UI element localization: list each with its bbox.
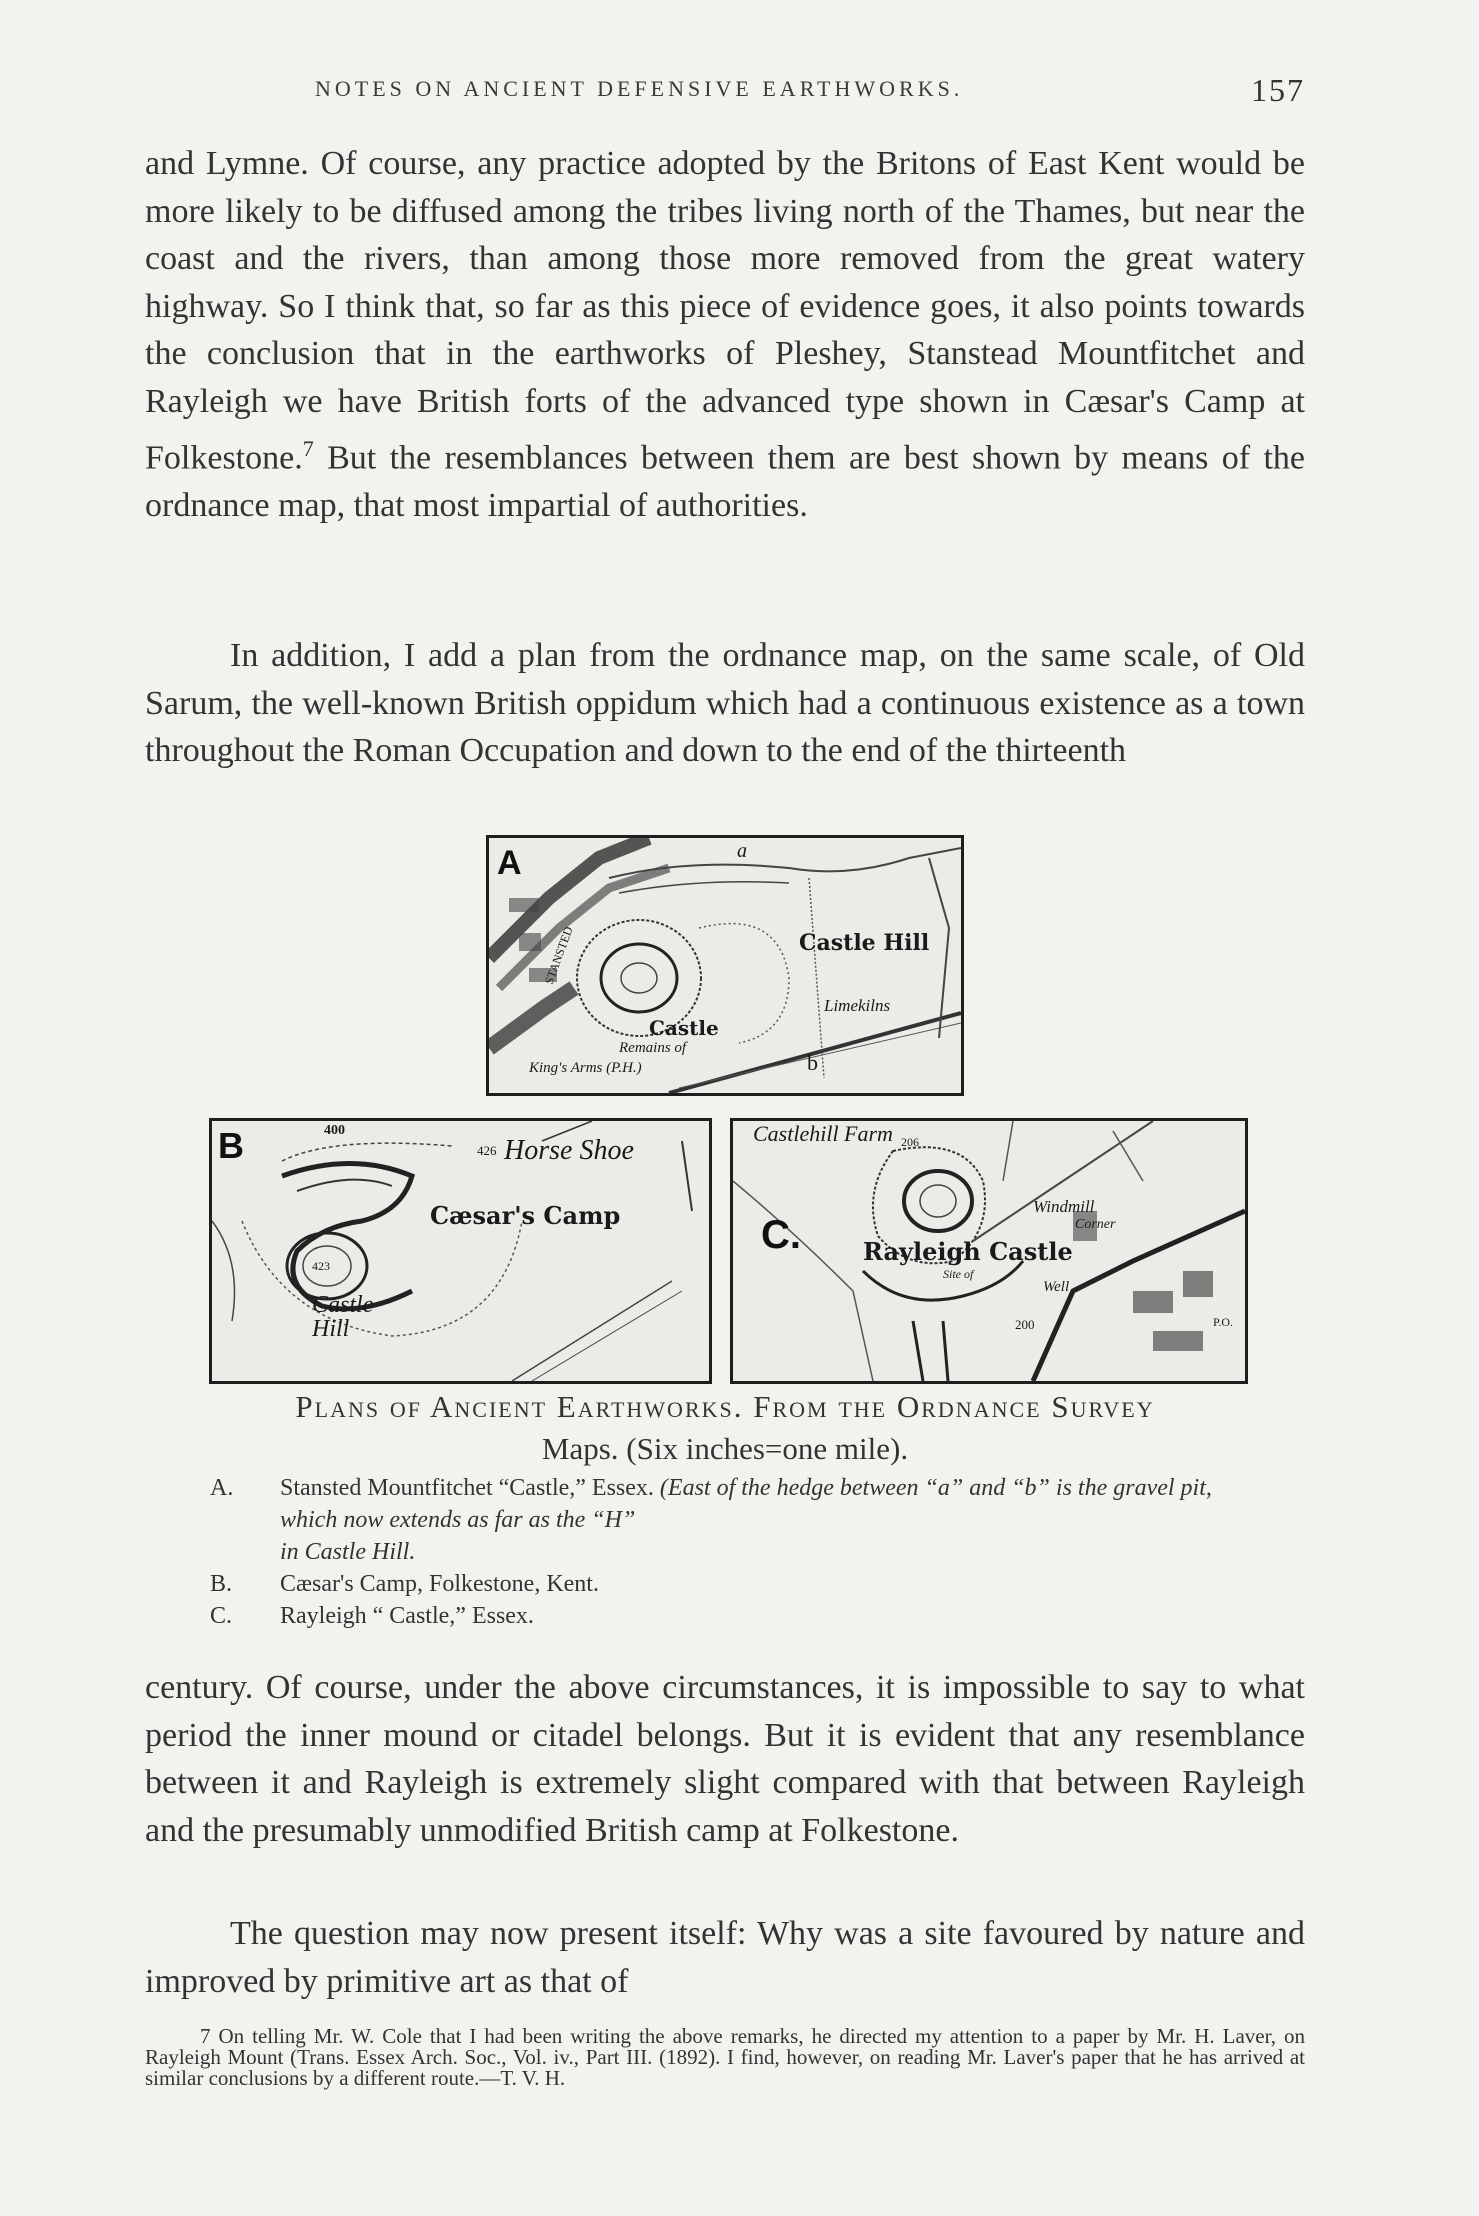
footnote [145, 2026, 1305, 2089]
paragraph-4-text: The question may now present itself: Why was a site favoured by nature and improved by primitive art as that of [145, 1915, 1305, 2000]
map-a-label-a: a [737, 840, 747, 862]
map-a-label-stansted: STANSTED [541, 924, 576, 987]
map-b-label-castle-hill: Castle Hill [312, 1292, 374, 1342]
legend-key: B. [210, 1571, 233, 1597]
map-a-stansted [486, 835, 964, 1096]
legend-note-continued: in Castle Hill. [280, 1539, 416, 1565]
map-b-drawing [212, 1121, 709, 1381]
legend-note: (East of the hedge between “a” and “b” is the gravel pit, which now extends as far as the “H” [280, 1475, 1212, 1533]
map-c-letter: C. [761, 1213, 801, 1257]
paragraph-1-text: and Lymne. Of course, any practice adopted by the Britons of East Kent would be more likely to be diffused among the tribes living north of the Thames, but near the coast and the rivers, than among those more removed from the great watery highway. So I think that, so far as this piece of evidence goes, it also points towards the conclusion that in the earthworks of Pleshey, Stanstead Mountfitchet and Rayleigh we have British forts of the advanced type shown in Cæsar's Camp at Folkestone. [145, 145, 1305, 477]
map-c-label-200: 200 [1015, 1317, 1035, 1332]
caption-subtitle: Maps. (Six inches=one mile). [541, 1431, 909, 1466]
legend-item-b [210, 1568, 1250, 1600]
map-c-label-corner: Corner [1075, 1217, 1116, 1232]
map-a-letter: A [497, 844, 522, 882]
map-b-label-horse-shoe: Horse Shoe [504, 1135, 634, 1166]
map-a-label-remains: Remains of [619, 1040, 687, 1056]
map-b-label-caesars-camp: Cæsar's Camp [430, 1201, 621, 1230]
map-b-label-426: 426 [477, 1143, 497, 1158]
paragraph-2-text: In addition, I add a plan from the ordnance map, on the same scale, of Old Sarum, the well-known British oppidum which had a continuous existence as a town throughout the Roman Occupation and down to the end of the thirteenth [145, 637, 1305, 769]
legend-item-a [210, 1472, 1250, 1536]
legend-key: C. [210, 1603, 233, 1629]
footnote-text: 7 On telling Mr. W. Cole that I had been writing the above remarks, he directed my attention to a paper by Mr. H. Laver, on Rayleigh Mount (Trans. Essex Arch. Soc., Vol. iv., Part III. (1892). I find, however, on reading Mr. Laver's paper that he has arrived at similar conclusions by a different route.—T. V. H. [145, 2024, 1305, 2090]
caption-title: Plans of Ancient Earthworks. From the Ordnance Survey [295, 1389, 1155, 1424]
map-b-label-423: 423 [312, 1259, 330, 1273]
running-head [145, 72, 1305, 116]
map-c-label-206: 206 [901, 1135, 919, 1149]
legend-text: Rayleigh “ Castle,” Essex. [280, 1603, 534, 1629]
figure-caption [145, 1386, 1305, 1470]
map-c-rayleigh [730, 1118, 1248, 1384]
legend-key: A. [210, 1475, 234, 1501]
map-a-label-kings-arms: King's Arms (P.H.) [529, 1060, 642, 1076]
legend-text: Stansted Mountfitchet “Castle,” Essex. [280, 1475, 654, 1501]
map-c-label-rayleigh-castle: Rayleigh Castle [863, 1237, 1073, 1266]
map-b-letter: B [218, 1125, 244, 1166]
paragraph-1-end: But the resemblances between them are best shown by means of the ordnance map, that most impartial of authorities. [145, 439, 1305, 524]
map-c-label-site-of: Site of [943, 1267, 974, 1281]
figure-legend [210, 1472, 1250, 1632]
map-a-label-castle-hill: Castle Hill [799, 930, 930, 956]
page-number: 157 [1251, 72, 1305, 108]
map-a-label-castle: Castle [649, 1016, 719, 1040]
legend-item-c [210, 1600, 1250, 1632]
map-c-label-windmill: Windmill [1033, 1197, 1095, 1216]
map-a-label-limekilns: Limekilns [824, 996, 891, 1015]
footnote-ref[interactable]: 7 [302, 436, 314, 461]
map-b-label-400: 400 [324, 1123, 345, 1138]
map-c-label-po: P.O. [1213, 1315, 1234, 1329]
paragraph-2 [145, 632, 1305, 775]
legend-text: Cæsar's Camp, Folkestone, Kent. [280, 1571, 599, 1597]
running-title: NOTES ON ANCIENT DEFENSIVE EARTHWORKS. [315, 76, 964, 101]
map-c-label-castlehill-farm: Castlehill Farm [753, 1121, 893, 1146]
paragraph-3 [145, 1664, 1305, 1854]
paragraph-1 [145, 140, 1305, 529]
map-c-label-well: Well [1043, 1279, 1070, 1295]
map-a-label-b: b [807, 1050, 818, 1075]
map-b-folkestone [209, 1118, 712, 1384]
paragraph-3-text: century. Of course, under the above circumstances, it is impossible to say to what period the inner mound or citadel belongs. But it is evident that any resemblance between it and Rayleigh is extremely slight compared with that between Rayleigh and the presumably unmodified British camp at Folkestone. [145, 1669, 1305, 1849]
paragraph-4 [145, 1910, 1305, 2005]
